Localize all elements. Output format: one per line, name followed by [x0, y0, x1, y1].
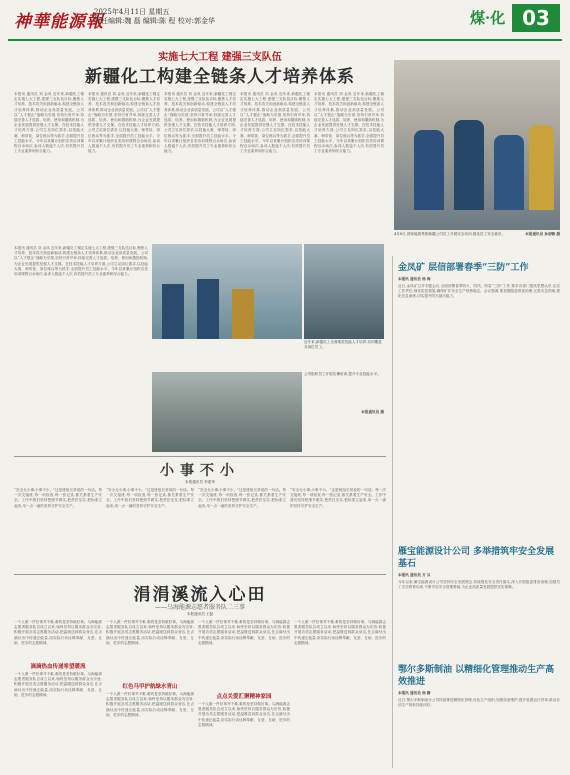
article2-body-2: 一个人做一件好事并不难,难的是坚持做好事。乌海能源志愿者服务队自成立以来,始终坚持以服务群众为宗旨,积极开展各类志愿服务活动,把温暖送到群众身边,在点滴付出中传递正能量,用实际行动诠释奉献、友爱、互助、进步的志愿精神。	[14, 672, 102, 697]
small-column-author: 本报通讯员 李建华	[185, 480, 215, 484]
article2-subhead-1: 滴滴热血传递希望暖流	[30, 664, 86, 670]
article2-body-3: 一个人做一件好事并不难,难的是坚持做好事。乌海能源志愿者服务队自成立以来,始终坚持以服务群众为宗旨,积极开展各类志愿服务活动,把温暖送到群众身边,在点滴付出中传递正能量,用实际行动诠释奉献、友爱、互助、进步的志愿精神。	[106, 620, 194, 645]
header-rule	[8, 39, 562, 41]
right-article-1-byline: 本报讯 通讯员 杨 海	[398, 277, 431, 281]
right-article-1-body: 近日,金凤矿召开专题会议,全面部署春季防火、防汛、防雷“三防”工作,要求各部门提高思想认识,压实工作责任,细化防控措施,确保矿井安全生产形势稳定。会议强调,要加强隐患排查治理,完善应急预案,强化应急演练,切实提升防灾减灾能力。	[398, 284, 560, 299]
article2-subhead-2: 红色马甲护航绿水青山	[122, 684, 178, 690]
right-article-3	[398, 664, 560, 760]
article2-body-7: 一个人做一件好事并不难,难的是坚持做好事。乌海能源志愿者服务队自成立以来,始终坚持以服务群众为宗旨,积极开展各类志愿服务活动,把温暖送到群众身边,在点滴付出中传递正能量,用实际行动诠释奉献、友爱、互助、进步的志愿精神。	[294, 620, 386, 645]
right-photo-caption	[394, 232, 560, 252]
lead-body-col5: 本报讯 通讯员 刘 金凤 近年来,新疆化工锚定实施七大工程,建强三支队伍目标,聚焦人才培养、技术攻关和创新驱动,构建全链条人才培养体系,推动企业高质量发展。公司以“人才强企”战略为引领,坚持引育并举,持续完善人才选拔、培养、使用和激励机制,为企业发展提供坚强人才支撑。在技术技能人才培养方面,公司立足岗位需求,以技能大赛、师带徒、岗位练兵等为抓手,全面提升员工技能水平。今年以来累计组织各类培训课程百余场次,参训人数逾千人次,有效提升员工专业素养和综合能力。	[314, 92, 384, 154]
divider-1	[14, 456, 386, 457]
issue-info	[94, 8, 215, 26]
photo-credit: 本报通讯员 摄	[361, 410, 384, 414]
article2-body-4: 一个人做一件好事并不难,难的是坚持做好事。乌海能源志愿者服务队自成立以来,始终坚持以服务群众为宗旨,积极开展各类志愿服务活动,把温暖送到群众身边,在点滴付出中传递正能量,用实际行动诠释奉献、友爱、互助、进步的志愿精神。	[106, 692, 194, 717]
small-column-body-4: “安全无小事,小事不小。”这是班组长常说的一句话。每一次交接班,每一项检查,每一张记录,都关系着生产安全。工作中我们坚持把细节做实,把责任压实,把标准立起来,用一点一滴的坚持守护安全生产。	[290, 488, 386, 508]
right-article-3-byline: 本报讯 通讯员 杨 静	[398, 691, 431, 695]
lead-body-col4: 本报讯 通讯员 刘 金凤 近年来,新疆化工锚定实施七大工程,建强三支队伍目标,聚焦人才培养、技术攻关和创新驱动,构建全链条人才培养体系,推动企业高质量发展。公司以“人才强企”战略为引领,坚持引育并举,持续完善人才选拔、培养、使用和激励机制,为企业发展提供坚强人才支撑。在技术技能人才培养方面,公司立足岗位需求,以技能大赛、师带徒、岗位练兵等为抓手,全面提升员工技能水平。今年以来累计组织各类培训课程百余场次,参训人数逾千人次,有效提升员工专业素养和综合能力。	[240, 92, 310, 154]
lead-body-col1: 本报讯 通讯员 刘 金凤 近年来,新疆化工锚定实施七大工程,建强三支队伍目标,聚焦人才培养、技术攻关和创新驱动,构建全链条人才培养体系,推动企业高质量发展。公司以“人才强企”战略为引领,坚持引育并举,持续完善人才选拔、培养、使用和激励机制,为企业发展提供坚强人才支撑。在技术技能人才培养方面,公司立足岗位需求,以技能大赛、师带徒、岗位练兵等为抓手,全面提升员工技能水平。今年以来累计组织各类培训课程百余场次,参训人数逾千人次,有效提升员工专业素养和综合能力。	[14, 92, 84, 154]
small-column-body-2: “安全无小事,小事不小。”这是班组长常说的一句话。每一次交接班,每一项检查,每一张记录,都关系着生产安全。工作中我们坚持把细节做实,把责任压实,把标准立起来,用一点一滴的坚持守护安全生产。	[106, 488, 194, 508]
lead-body-col3: 本报讯 通讯员 刘 金凤 近年来,新疆化工锚定实施七大工程,建强三支队伍目标,聚焦人才培养、技术攻关和创新驱动,构建全链条人才培养体系,推动企业高质量发展。公司以“人才强企”战略为引领,坚持引育并举,持续完善人才选拔、培养、使用和激励机制,为企业发展提供坚强人才支撑。在技术技能人才培养方面,公司立足岗位需求,以技能大赛、师带徒、岗位练兵等为抓手,全面提升员工技能水平。今年以来累计组织各类培训课程百余场次,参训人数逾千人次,有效提升员工专业素养和综合能力。	[164, 92, 236, 154]
section-name: 煤·化	[470, 9, 506, 27]
lead-body-col6: 本报讯 通讯员 刘 金凤 近年来,新疆化工锚定实施七大工程,建强三支队伍目标,聚焦人才培养、技术攻关和创新驱动,构建全链条人才培养体系,推动企业高质量发展。公司以“人才强企”战略为引领,坚持引育并举,持续完善人才选拔、培养、使用和激励机制,为企业发展提供坚强人才支撑。在技术技能人才培养方面,公司立足岗位需求,以技能大赛、师带徒、岗位练兵等为抓手,全面提升员工技能水平。今年以来累计组织各类培训课程百余场次,参训人数逾千人次,有效提升员工专业素养和综合能力。	[14, 246, 148, 277]
photo-caption-1: 近年来,新疆化工全面推进技能人才培养,培训覆盖各岗位员工。	[304, 340, 382, 349]
right-photo-credit: 本报通讯员 孙剑锋 摄	[525, 232, 560, 236]
editor-line: 责任编辑:魏 磊 编辑:陈 程 校对:郭金华	[94, 17, 215, 25]
workshop-photo-3	[152, 372, 302, 452]
photo-caption-2: 公司组织员工开展实操培训,提升专业技能水平。	[304, 372, 381, 376]
small-column-body-3: “安全无小事,小事不小。”这是班组长常说的一句话。每一次交接班,每一项检查,每一张记录,都关系着生产安全。工作中我们坚持把细节做实,把责任压实,把标准立起来,用一点一滴的坚持守护安全生产。	[198, 488, 286, 508]
column-divider	[392, 256, 393, 768]
right-article-2	[398, 546, 560, 658]
right-article-1-title: 金凤矿 层信部署春季“三防”工作	[398, 263, 529, 273]
right-article-2-byline: 本报讯 通讯员 方 兵	[398, 573, 431, 577]
article2-body-1: 一个人做一件好事并不难,难的是坚持做好事。乌海能源志愿者服务队自成立以来,始终坚持以服务群众为宗旨,积极开展各类志愿服务活动,把温暖送到群众身边,在点滴付出中传递正能量,用实际行动诠释奉献、友爱、互助、进步的志愿精神。	[14, 620, 102, 645]
lead-title: 新疆化工构建全链条人才培养体系	[85, 67, 355, 87]
masthead	[0, 0, 570, 42]
article2-col3	[198, 620, 290, 770]
article2-title: 涓涓溪流入心田	[133, 585, 267, 605]
right-article-2-title: 雁宝能源设计公司 多举措筑牢安全发展基石	[398, 547, 555, 569]
small-column-body-1: “安全无小事,小事不小。”这是班组长常说的一句话。每一次交接班,每一项检查,每一张记录,都关系着生产安全。工作中我们坚持把细节做实,把责任压实,把标准立起来,用一点一滴的坚持守护安全生产。	[14, 488, 102, 508]
article2-author: 本报通讯员 王磊	[186, 612, 214, 616]
newspaper-logo: 神華能源報	[14, 12, 104, 32]
training-photo	[394, 60, 560, 230]
article2-subhead-3: 点点关爱汇聚精神家园	[216, 694, 272, 700]
right-photo-caption-text: 4月8日,国家能源集团新疆公司员工开展安全培训,强化员工安全意识。	[394, 232, 506, 236]
article2-col1	[14, 620, 102, 770]
article2-body-5: 一个人做一件好事并不难,难的是坚持做好事。乌海能源志愿者服务队自成立以来,始终坚持以服务群众为宗旨,积极开展各类志愿服务活动,把温暖送到群众身边,在点滴付出中传递正能量,用实际行动诠释奉献、友爱、互助、进步的志愿精神。	[198, 620, 290, 645]
right-article-1	[398, 262, 560, 544]
workshop-photo-1	[152, 244, 302, 339]
article2-subtitle: ——乌海能源志愿者服务队二三事	[154, 604, 245, 611]
page-number: 03	[512, 4, 560, 32]
issue-date: 2025年4月11日 星期五	[94, 8, 170, 16]
lead-kicker: 实施七大工程 建强三支队伍	[158, 52, 282, 63]
article2-body-6: 一个人做一件好事并不难,难的是坚持做好事。乌海能源志愿者服务队自成立以来,始终坚持以服务群众为宗旨,积极开展各类志愿服务活动,把温暖送到群众身边,在点滴付出中传递正能量,用实际行动诠释奉献、友爱、互助、进步的志愿精神。	[198, 702, 290, 727]
lead-body-col2: 本报讯 通讯员 刘 金凤 近年来,新疆化工锚定实施七大工程,建强三支队伍目标,聚焦人才培养、技术攻关和创新驱动,构建全链条人才培养体系,推动企业高质量发展。公司以“人才强企”战略为引领,坚持引育并举,持续完善人才选拔、培养、使用和激励机制,为企业发展提供坚强人才支撑。在技术技能人才培养方面,公司立足岗位需求,以技能大赛、师带徒、岗位练兵等为抓手,全面提升员工技能水平。今年以来累计组织各类培训课程百余场次,参训人数逾千人次,有效提升员工专业素养和综合能力。	[88, 92, 160, 154]
right-article-3-title: 鄂尔多斯制油 以精细化管理推动生产高效推进	[398, 665, 555, 687]
article2-col2	[106, 620, 194, 770]
divider-2	[14, 574, 386, 575]
right-article-2-body: 今年以来,雁宝能源设计公司坚持安全发展理念,持续强化安全责任落实,深入开展隐患排查治理,加强员工安全教育培训,不断夯实安全管理基础,为企业高质量发展提供坚实保障。	[398, 580, 560, 590]
right-article-3-body: 近日,鄂尔多斯制油分公司持续推进精细化管理,优化生产组织,加强设备维护,提升装置运行效率,推动各项生产指标持续向好。	[398, 698, 560, 708]
small-column-title: 小事不小	[160, 463, 240, 479]
workshop-photo-2	[304, 244, 384, 339]
